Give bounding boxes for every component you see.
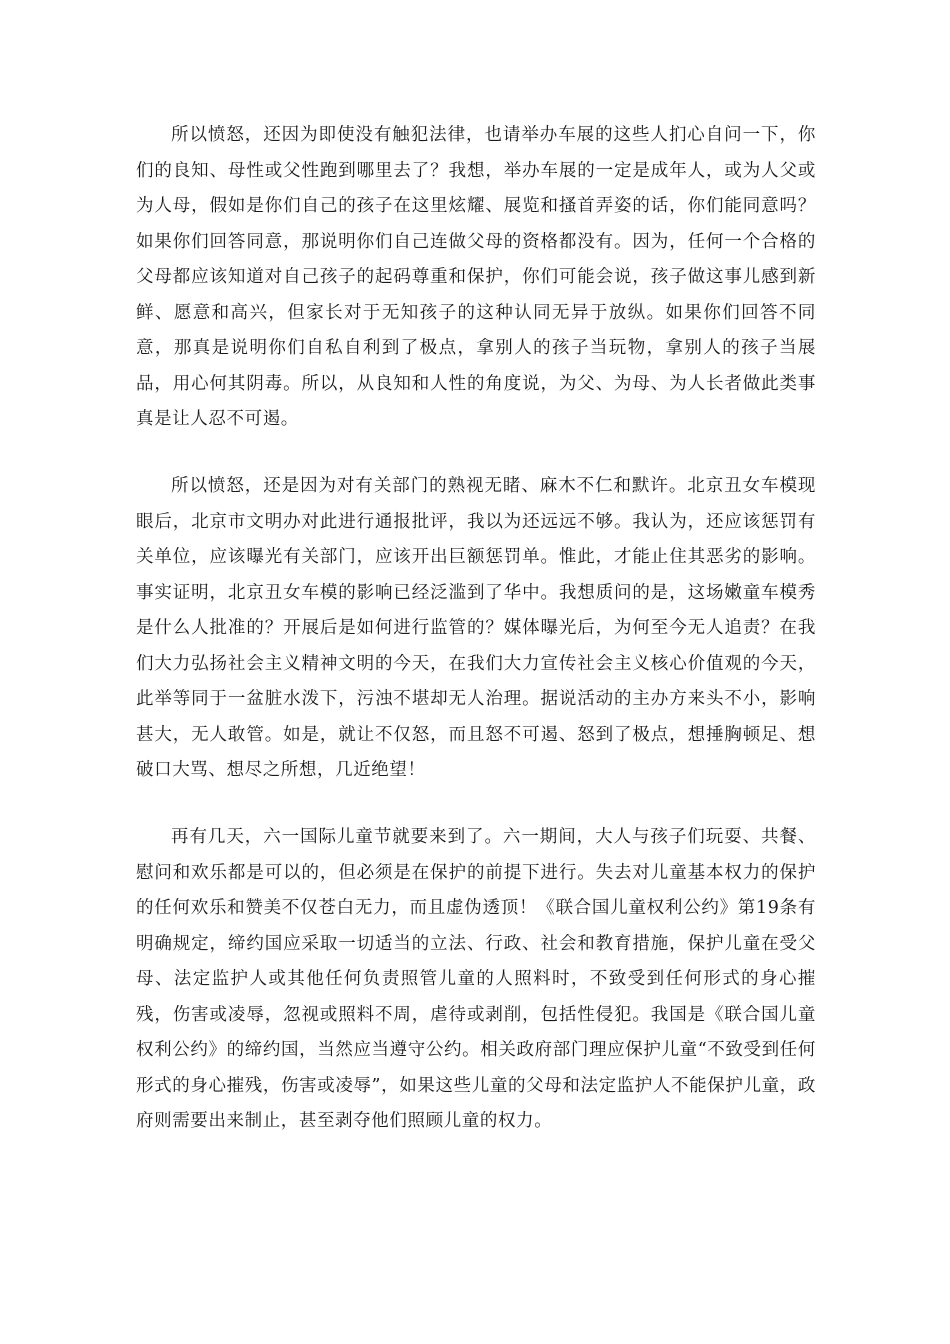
body-paragraph-2: 所以愤怒，还是因为对有关部门的熟视无睹、麻木不仁和默许。北京丑女车模现眼后，北京市文明办对此进行通报批评，我以为还远远不够。我认为，还应该惩罚有关单位，应该曝光有关部门，应该开出巨额惩罚单。惟此，才能止住其恶劣的影响。事实证明，北京丑女车模的影响已经泛滥到了华中。我想质问的是，这场嫩童车模秀是什么人批准的？开展后是如何进行监管的？媒体曝光后，为何至今无人追责？在我们大力弘扬社会主义精神文明的今天，在我们大力宣传社会主义核心价值观的今天，此举等同于一盆脏水泼下，污浊不堪却无人治理。据说活动的主办方来头不小，影响甚大，无人敢管。如是，就让不仅怒，而且怒不可遏、怒到了极点，想捶胸顿足、想破口大骂、想尽之所想，几近绝望！ (136, 476, 816, 780)
body-paragraph-1: 所以愤怒，还因为即使没有触犯法律，也请举办车展的这些人扪心自问一下，你们的良知、母性或父性跑到哪里去了？我想，举办车展的一定是成年人，或为人父或为人母，假如是你们自己的孩子在这里炫耀、展览和搔首弄姿的话，你们能同意吗？如果你们回答同意，那说明你们自己连做父母的资格都没有。因为，任何一个合格的父母都应该知道对自己孩子的起码尊重和保护，你们可能会说，孩子做这事儿感到新鲜、愿意和高兴，但家长对于无知孩子的这种认同无异于放纵。如果你们回答不同意，那真是说明你们自私自利到了极点，拿别人的孩子当玩物，拿别人的孩子当展品，用心何其阴毒。所以，从良知和人性的角度说，为父、为母、为人长者做此类事真是让人忍不可遏。 (136, 125, 816, 429)
body-paragraph-3: 再有几天，六一国际儿童节就要来到了。六一期间，大人与孩子们玩耍、共餐、慰问和欢乐都是可以的，但必须是在保护的前提下进行。失去对儿童基本权力的保护的任何欢乐和赞美不仅苍白无力，而且虚伪透顶！《联合国儿童权利公约》第19条有明确规定，缔约国应采取一切适当的立法、行政、社会和教育措施，保护儿童在受父母、法定监护人或其他任何负责照管儿童的人照料时，不致受到任何形式的身心摧残，伤害或凌辱，忽视或照料不周，虐待或剥削，包括性侵犯。我国是《联合国儿童权利公约》的缔约国，当然应当遵守公约。相关政府部门理应保护儿童“不致受到任何形式的身心摧残，伤害或凌辱”，如果这些儿童的父母和法定监护人不能保护儿童，政府则需要出来制止，甚至剥夺他们照顾儿童的权力。 (136, 827, 816, 1131)
